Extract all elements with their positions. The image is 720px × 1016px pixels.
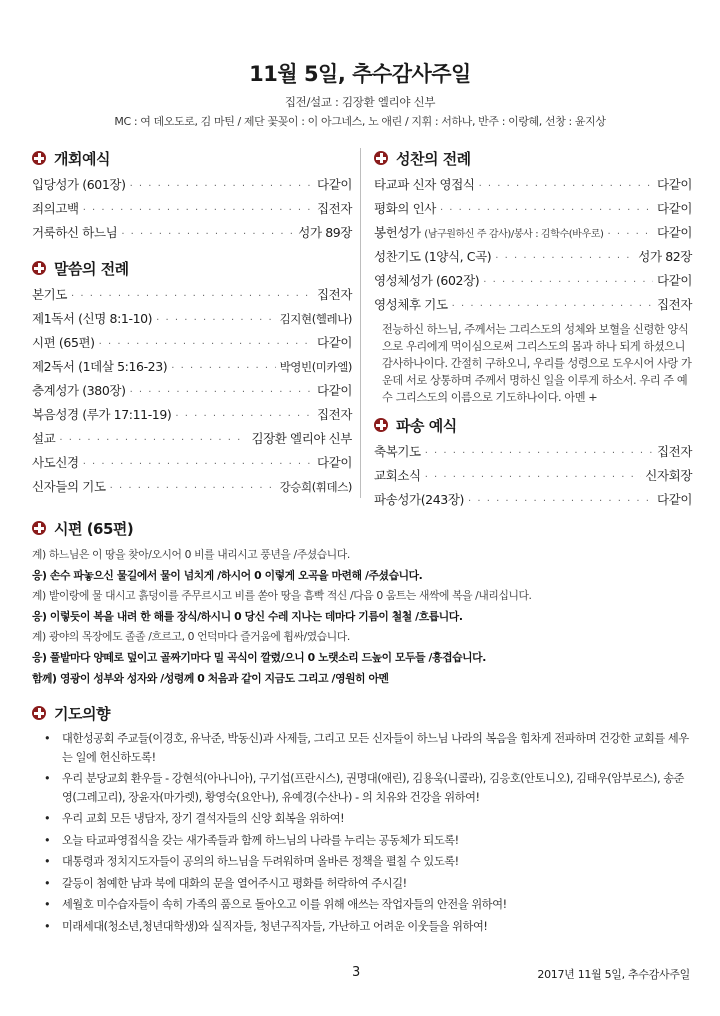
order-row — [32, 285, 352, 309]
order-item-leader: 다같이 — [316, 455, 352, 470]
cross-icon — [374, 151, 388, 165]
order-row — [374, 175, 692, 199]
order-item-leader: 집전자 — [316, 407, 352, 422]
leader-dots — [452, 301, 653, 312]
list-item: • 세월호 미수습자들이 속히 가족의 품으로 돌아오고 이를 위해 애쓰는 작업자들의 안전을 위하여! — [62, 896, 692, 915]
order-item-leader: 성가 89장 — [298, 225, 352, 240]
section-heading-opening — [32, 145, 352, 171]
section-heading-label: 파송 예식 — [396, 416, 457, 435]
leader-dots — [468, 496, 653, 507]
order-item-name: 신자들의 기도 — [32, 479, 106, 494]
order-item-leader: 집전자 — [316, 201, 352, 216]
order-item-name: 제1독서 (신명 8:1-10) — [32, 311, 153, 326]
intentions-section — [32, 700, 692, 939]
cross-icon — [32, 706, 46, 720]
psalm-line: 계) 밭이랑에 물 대시고 흙덩이를 주무르시고 비를 쏟아 땅을 흠빡 적신 /다음 0 움트는 새싹에 복을 /내리십니다. — [32, 589, 532, 603]
order-item-name: 봉헌성가 — [374, 225, 421, 240]
order-item-name: 입당성가 (601장) — [32, 177, 126, 192]
section-heading-word — [32, 255, 352, 281]
leader-dots — [83, 205, 313, 216]
psalm-line: 계) 하느님은 이 땅을 찾아/오시어 0 비를 내리시고 풍년을 /주셨습니다. — [32, 548, 350, 561]
leader-dots — [121, 229, 294, 240]
order-item-note: (남구원하신 주 감사)/봉사 : 김학수(바우로) — [424, 229, 604, 240]
cross-icon — [32, 521, 46, 535]
order-row — [32, 405, 352, 429]
page-title: 11월 5일, 추수감사주일 — [249, 62, 471, 86]
right-column — [374, 145, 692, 514]
leader-dots — [130, 387, 313, 398]
order-item-name: 파송성가(243장) — [374, 492, 464, 507]
cross-icon — [32, 261, 46, 275]
leader-dots — [110, 483, 276, 494]
order-item-leader: 강승희(휘데스) — [279, 480, 352, 494]
psalm-line: 응) 손수 파놓으신 물길에서 물이 넘치게 /하시어 0 이렇게 오곡을 마련해 /주셨습니다. — [32, 568, 423, 582]
order-row — [32, 175, 352, 199]
cross-icon — [374, 418, 388, 432]
order-item-leader: 성가 82장 — [638, 249, 692, 264]
order-item-name: 층계성가 (380장) — [32, 383, 126, 398]
list-item: • 우리 분당교회 환우들 - 강현석(아나니아), 구기섭(프란시스), 권명대(애린), 김용욱(니콜라), 김응호(안토니오), 김태우(암부로스), 송준영(그레고리), 장윤자(마가렛), 황영숙(요안나), 유예경(수산나) - 의 치유와 건강을 위하여! — [62, 770, 692, 807]
leader-dots — [59, 435, 247, 446]
leader-dots — [130, 181, 313, 192]
psalm-section — [32, 515, 692, 691]
order-row — [32, 309, 352, 333]
psalm-line: 응) 이렇듯이 복을 내려 한 해를 장식/하시니 0 당신 수레 지나는 데마다 기름이 철철 /흐릅니다. — [32, 609, 463, 623]
column-divider — [360, 148, 361, 498]
order-row — [374, 247, 692, 271]
psalm-line: 응) 풀밭마다 양떼로 덮이고 골짜기마다 밀 곡식이 깔렸/으니 0 노랫소리 드높이 모두들 /흥겹습니다. — [32, 650, 486, 664]
order-item-name: 성찬기도 (1양식, C곡) — [374, 249, 492, 264]
list-item: • 대통령과 정치지도자들이 공의의 하느님을 두려워하며 올바른 정책을 펼칠 수 있도록! — [62, 853, 692, 872]
celebrant-line: 집전/설교 : 김장환 엘리야 신부 — [284, 95, 436, 109]
leader-dots — [99, 339, 313, 350]
order-item-name: 타교파 신자 영접식 — [374, 177, 475, 192]
list-item: • 갈등이 첨예한 남과 북에 대화의 문을 열어주시고 평화를 허락하여 주시길! — [62, 875, 692, 894]
psalm-line: 계) 광야의 목장에도 졸졸 /흐르고, 0 언덕마다 즐거움에 휩싸/였습니다. — [32, 630, 350, 644]
order-item-leader: 김지현(헬레나) — [279, 312, 352, 326]
intentions-list — [32, 730, 692, 936]
order-row — [374, 466, 692, 490]
section-heading-label: 말씀의 전례 — [54, 259, 129, 278]
order-item-name: 거룩하신 하느님 — [32, 225, 118, 240]
section-heading-label: 시편 (65편) — [54, 519, 134, 538]
section-heading-label: 기도의향 — [54, 704, 110, 723]
order-item-leader: 신자회장 — [645, 468, 692, 483]
order-item-name: 축복기도 — [374, 444, 421, 459]
section-heading-label: 성찬의 전례 — [396, 149, 471, 168]
order-row — [32, 453, 352, 477]
order-row — [374, 199, 692, 223]
order-item-leader: 다같이 — [656, 273, 692, 288]
order-item-name: 본기도 — [32, 287, 68, 302]
order-item-name: 설교 — [32, 431, 56, 446]
order-item-leader: 집전자 — [316, 287, 352, 302]
leader-dots — [483, 277, 653, 288]
leader-dots — [83, 459, 313, 470]
order-item-name: 교회소식 — [374, 468, 421, 483]
list-item: • 우리 교회 모든 냉담자, 장기 결석자들의 신앙 회복을 위하여! — [62, 810, 692, 829]
order-item-name: 영성체후 기도 — [374, 297, 448, 312]
order-item-leader: 다같이 — [656, 201, 692, 216]
order-item-leader: 다같이 — [656, 177, 692, 192]
section-heading-psalm — [32, 515, 692, 541]
leader-dots — [608, 229, 653, 240]
order-row — [32, 223, 352, 247]
order-row — [374, 490, 692, 514]
footer-date: 2017년 11월 5일, 추수감사주일 — [537, 968, 690, 981]
order-item-leader: 김장환 엘리야 신부 — [251, 431, 352, 446]
list-item: • 미래세대(청소년,청년대학생)와 실직자들, 청년구직자들, 가난하고 어려운 이웃들을 위하여! — [62, 918, 692, 937]
order-item-name: 제2독서 (1데살 5:16-23) — [32, 359, 168, 374]
leader-dots — [425, 472, 642, 483]
post-communion-prayer: 전능하신 하느님, 주께서는 그리스도의 성체와 보혈을 신령한 양식으로 우리에게 먹이심으로써 그리스도의 몸과 하나 되게 하셨으니 감사하나이다. 간절히 구하오니, 우리를 성령으로 도우시어 사랑 가운데 서로 상통하며 주께서 명하신 일을 이루게 하소서. 우리 주 예수 그리스도의 이름으로 기도하나이다. 아멘 + — [382, 323, 692, 404]
order-row — [32, 333, 352, 357]
section-heading-label: 개회예식 — [54, 149, 110, 168]
order-item-leader: 박영빈(미카엘) — [279, 360, 352, 374]
order-item-leader: 다같이 — [316, 335, 352, 350]
leader-dots — [495, 253, 634, 264]
leader-dots — [479, 181, 653, 192]
order-row — [32, 429, 352, 453]
section-heading-dismissal — [374, 412, 692, 438]
order-row — [32, 357, 352, 381]
leader-dots — [71, 291, 313, 302]
order-item-leader: 다같이 — [656, 225, 692, 240]
order-row — [374, 223, 692, 247]
order-item-leader: 다같이 — [316, 177, 352, 192]
order-item-name: 평화의 인사 — [374, 201, 436, 216]
order-item-name: 사도신경 — [32, 455, 79, 470]
order-item-name: 시편 (65편) — [32, 335, 95, 350]
order-item-name: 복음성경 (루가 17:11-19) — [32, 407, 172, 422]
section-heading-eucharist — [374, 145, 692, 171]
order-item-name: 영성체성가 (602장) — [374, 273, 480, 288]
order-row — [374, 271, 692, 295]
ministers-line: MC : 여 데오도로, 김 마틴 / 제단 꽃꽂이 : 이 아그네스, 노 애린 / 지휘 : 서하나, 반주 : 이랑혜, 선창 : 윤지상 — [114, 115, 606, 128]
order-row — [374, 295, 692, 319]
leader-dots — [156, 315, 275, 326]
cross-icon — [32, 151, 46, 165]
list-item: • 대한성공회 주교들(이경호, 유낙준, 박동신)과 사제들, 그리고 모든 신자들이 하느님 나라의 복음을 힘차게 전파하며 건강한 교회를 세우는 일에 헌신하도록! — [62, 730, 692, 767]
order-row — [32, 381, 352, 405]
leader-dots — [440, 205, 653, 216]
leader-dots — [425, 448, 653, 459]
order-row — [32, 199, 352, 223]
order-item-leader: 다같이 — [656, 492, 692, 507]
order-item-leader: 집전자 — [656, 297, 692, 312]
order-item-leader: 집전자 — [656, 444, 692, 459]
order-row — [374, 442, 692, 466]
leader-dots — [171, 363, 275, 374]
leader-dots — [175, 411, 313, 422]
page-number: 3 — [352, 965, 361, 980]
list-item: • 오늘 타교파영접식을 갖는 새가족들과 함께 하느님의 나라를 누리는 공동체가 되도록! — [62, 832, 692, 851]
order-item-leader: 다같이 — [316, 383, 352, 398]
section-heading-intentions — [32, 700, 692, 726]
left-column — [32, 145, 352, 501]
psalm-line: 함께) 영광이 성부와 성자와 /성령께 0 처음과 같이 지금도 그리고 /영원히 아멘 — [32, 671, 389, 685]
order-item-name: 죄의고백 — [32, 201, 79, 216]
order-row — [32, 477, 352, 501]
